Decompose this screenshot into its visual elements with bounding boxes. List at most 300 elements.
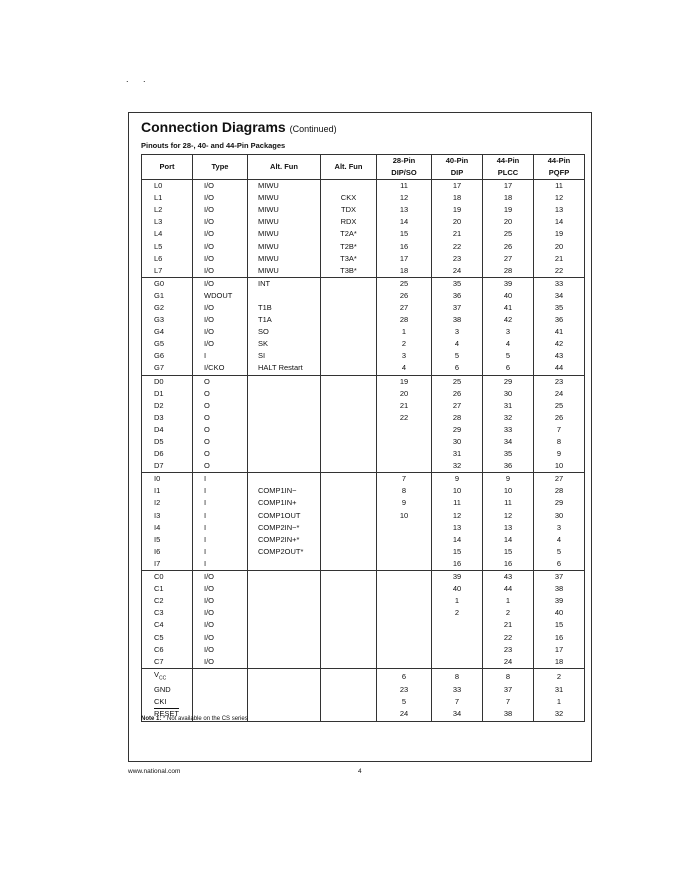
cell-44pin-pqfp: 18	[534, 656, 585, 669]
cell-28pin: 16	[377, 240, 432, 252]
cell-44pin-plcc: 43	[483, 571, 534, 584]
cell-40pin: 40	[432, 583, 483, 595]
cell-alt-fun-1: MIWU	[248, 253, 321, 265]
cell-alt-fun-1: HALT Restart	[248, 362, 321, 375]
cell-alt-fun-2	[321, 326, 377, 338]
cell-28pin: 22	[377, 412, 432, 424]
cell-port: L4	[142, 228, 193, 240]
cell-alt-fun-2	[321, 424, 377, 436]
cell-type: I	[193, 558, 248, 571]
cell-44pin-plcc: 17	[483, 180, 534, 193]
table-row	[142, 180, 585, 193]
cell-type: I/O	[193, 216, 248, 228]
page-title	[141, 119, 337, 135]
cell-44pin-plcc: 12	[483, 510, 534, 522]
cell-type: I	[193, 497, 248, 509]
cell-28pin: 3	[377, 350, 432, 362]
cell-28pin	[377, 644, 432, 656]
cell-alt-fun-2: T3A*	[321, 253, 377, 265]
cell-alt-fun-1: MIWU	[248, 228, 321, 240]
table-row	[142, 265, 585, 278]
table-row	[142, 240, 585, 252]
cell-port: G3	[142, 314, 193, 326]
cell-alt-fun-1: COMP1OUT	[248, 510, 321, 522]
cell-44pin-pqfp: 17	[534, 644, 585, 656]
cell-type: I/O	[193, 228, 248, 240]
cell-alt-fun-2	[321, 668, 377, 684]
cell-40pin: 25	[432, 375, 483, 388]
cell-alt-fun-2	[321, 412, 377, 424]
pinout-table	[141, 154, 585, 722]
cell-28pin	[377, 558, 432, 571]
cell-port: C5	[142, 631, 193, 643]
cell-port: G5	[142, 338, 193, 350]
table-row	[142, 485, 585, 497]
cell-28pin	[377, 571, 432, 584]
cell-28pin	[377, 595, 432, 607]
cell-alt-fun-1	[248, 388, 321, 400]
cell-alt-fun-2	[321, 460, 377, 473]
cell-44pin-pqfp: 7	[534, 424, 585, 436]
cell-alt-fun-2	[321, 644, 377, 656]
cell-alt-fun-1	[248, 558, 321, 571]
cell-44pin-plcc: 35	[483, 448, 534, 460]
cell-44pin-plcc: 2	[483, 607, 534, 619]
cell-40pin: 4	[432, 338, 483, 350]
cell-44pin-plcc: 6	[483, 362, 534, 375]
table-row	[142, 216, 585, 228]
cell-type: I	[193, 546, 248, 558]
cell-44pin-pqfp: 22	[534, 265, 585, 278]
cell-type: O	[193, 448, 248, 460]
cell-40pin: 17	[432, 180, 483, 193]
cell-port: I1	[142, 485, 193, 497]
cell-44pin-plcc: 24	[483, 656, 534, 669]
cell-28pin: 8	[377, 485, 432, 497]
cell-44pin-pqfp: 13	[534, 204, 585, 216]
cell-44pin-pqfp: 27	[534, 473, 585, 486]
cell-port: G4	[142, 326, 193, 338]
cell-type: O	[193, 412, 248, 424]
cell-40pin: 24	[432, 265, 483, 278]
table-row	[142, 326, 585, 338]
cell-40pin: 9	[432, 473, 483, 486]
cell-44pin-plcc: 41	[483, 302, 534, 314]
cell-alt-fun-1: COMP2OUT*	[248, 546, 321, 558]
cell-alt-fun-2	[321, 362, 377, 375]
cell-44pin-pqfp: 4	[534, 534, 585, 546]
table-row	[142, 350, 585, 362]
cell-alt-fun-1: COMP1IN+	[248, 497, 321, 509]
cell-44pin-plcc: 38	[483, 708, 534, 721]
cell-44pin-plcc: 7	[483, 696, 534, 708]
cell-40pin: 16	[432, 558, 483, 571]
cell-40pin: 38	[432, 314, 483, 326]
cell-port: I5	[142, 534, 193, 546]
cell-44pin-plcc: 32	[483, 412, 534, 424]
cell-type: I	[193, 485, 248, 497]
cell-40pin: 19	[432, 204, 483, 216]
cell-44pin-pqfp: 42	[534, 338, 585, 350]
cell-type: O	[193, 400, 248, 412]
table-row	[142, 522, 585, 534]
cell-alt-fun-2	[321, 522, 377, 534]
cell-port: L6	[142, 253, 193, 265]
cell-44pin-plcc: 22	[483, 631, 534, 643]
cell-alt-fun-1	[248, 290, 321, 302]
cell-port: G2	[142, 302, 193, 314]
cell-port: G1	[142, 290, 193, 302]
cell-type: I/O	[193, 656, 248, 669]
cell-44pin-plcc: 30	[483, 388, 534, 400]
table-row	[142, 424, 585, 436]
cell-alt-fun-2	[321, 631, 377, 643]
cell-alt-fun-1	[248, 708, 321, 721]
cell-44pin-plcc: 3	[483, 326, 534, 338]
cell-28pin	[377, 631, 432, 643]
cell-44pin-pqfp: 6	[534, 558, 585, 571]
cell-28pin	[377, 607, 432, 619]
cell-port: D0	[142, 375, 193, 388]
cell-28pin: 9	[377, 497, 432, 509]
cell-28pin: 24	[377, 708, 432, 721]
cell-44pin-plcc: 26	[483, 240, 534, 252]
cell-40pin: 21	[432, 228, 483, 240]
connection-diagrams-panel	[128, 112, 592, 762]
table-row	[142, 436, 585, 448]
cell-44pin-pqfp: 37	[534, 571, 585, 584]
cell-44pin-plcc: 13	[483, 522, 534, 534]
cell-44pin-plcc: 28	[483, 265, 534, 278]
cell-44pin-plcc: 14	[483, 534, 534, 546]
cell-port: L5	[142, 240, 193, 252]
cell-40pin	[432, 644, 483, 656]
cell-alt-fun-2	[321, 619, 377, 631]
cell-alt-fun-2: TDX	[321, 204, 377, 216]
cell-port: L1	[142, 192, 193, 204]
cell-alt-fun-2	[321, 400, 377, 412]
cell-type: I	[193, 510, 248, 522]
cell-44pin-pqfp: 26	[534, 412, 585, 424]
cell-40pin: 35	[432, 277, 483, 290]
cell-type: I	[193, 473, 248, 486]
cell-type: I/O	[193, 277, 248, 290]
cell-44pin-plcc: 9	[483, 473, 534, 486]
cell-alt-fun-1: MIWU	[248, 240, 321, 252]
table-row	[142, 546, 585, 558]
title-text: Connection Diagrams	[141, 119, 286, 135]
table-row	[142, 338, 585, 350]
cell-40pin: 2	[432, 607, 483, 619]
cell-alt-fun-2: T2B*	[321, 240, 377, 252]
cell-type: I/O	[193, 326, 248, 338]
cell-alt-fun-2	[321, 696, 377, 708]
cell-port: C7	[142, 656, 193, 669]
cell-type	[193, 668, 248, 684]
cell-40pin: 12	[432, 510, 483, 522]
table-row	[142, 696, 585, 708]
cell-port: L2	[142, 204, 193, 216]
footer-url: www.national.com	[128, 768, 181, 775]
cell-40pin: 39	[432, 571, 483, 584]
cell-alt-fun-2	[321, 375, 377, 388]
cell-alt-fun-1	[248, 595, 321, 607]
cell-port: D4	[142, 424, 193, 436]
table-row	[142, 362, 585, 375]
cell-alt-fun-2	[321, 595, 377, 607]
cell-alt-fun-2	[321, 571, 377, 584]
table-row	[142, 684, 585, 696]
cell-port: D7	[142, 460, 193, 473]
cell-40pin	[432, 619, 483, 631]
cell-28pin	[377, 460, 432, 473]
table-row	[142, 302, 585, 314]
table-row	[142, 583, 585, 595]
cell-44pin-pqfp: 10	[534, 460, 585, 473]
cell-alt-fun-2	[321, 607, 377, 619]
cell-type: I/O	[193, 180, 248, 193]
cell-44pin-plcc: 18	[483, 192, 534, 204]
cell-port: L7	[142, 265, 193, 278]
cell-alt-fun-1	[248, 656, 321, 669]
cell-44pin-plcc: 15	[483, 546, 534, 558]
cell-port: I2	[142, 497, 193, 509]
cell-alt-fun-1: MIWU	[248, 216, 321, 228]
cell-type: I/O	[193, 583, 248, 595]
cell-port: D5	[142, 436, 193, 448]
cell-44pin-pqfp: 40	[534, 607, 585, 619]
cell-44pin-plcc: 39	[483, 277, 534, 290]
cell-alt-fun-1	[248, 448, 321, 460]
col-28pin: 28-Pin DIP/SO	[377, 155, 432, 180]
cell-28pin	[377, 583, 432, 595]
cell-28pin: 2	[377, 338, 432, 350]
cell-type: I	[193, 350, 248, 362]
cell-alt-fun-1	[248, 424, 321, 436]
cell-alt-fun-2	[321, 485, 377, 497]
cell-44pin-plcc: 21	[483, 619, 534, 631]
table-row	[142, 656, 585, 669]
cell-28pin: 26	[377, 290, 432, 302]
table-row	[142, 204, 585, 216]
cell-40pin: 18	[432, 192, 483, 204]
cell-alt-fun-1: T1B	[248, 302, 321, 314]
cell-alt-fun-2	[321, 338, 377, 350]
table-row	[142, 460, 585, 473]
pinout-table-header	[142, 155, 585, 180]
cell-alt-fun-2	[321, 350, 377, 362]
cell-port: D2	[142, 400, 193, 412]
table-subtitle: Pinouts for 28-, 40- and 44-Pin Packages	[141, 141, 286, 150]
cell-28pin	[377, 424, 432, 436]
cell-alt-fun-2	[321, 314, 377, 326]
cell-40pin: 7	[432, 696, 483, 708]
cell-44pin-pqfp: 35	[534, 302, 585, 314]
table-row	[142, 534, 585, 546]
cell-port: D3	[142, 412, 193, 424]
table-row	[142, 473, 585, 486]
cell-type: WDOUT	[193, 290, 248, 302]
col-44pin-pqfp: 44-Pin PQFP	[534, 155, 585, 180]
cell-44pin-pqfp: 1	[534, 696, 585, 708]
cell-28pin: 4	[377, 362, 432, 375]
cell-40pin: 29	[432, 424, 483, 436]
cell-port: C1	[142, 583, 193, 595]
cell-alt-fun-1	[248, 412, 321, 424]
cell-44pin-plcc: 27	[483, 253, 534, 265]
cell-alt-fun-1: SK	[248, 338, 321, 350]
cell-port: C6	[142, 644, 193, 656]
table-row	[142, 192, 585, 204]
cell-port: CKI	[142, 696, 193, 708]
cell-44pin-plcc: 11	[483, 497, 534, 509]
table-row	[142, 388, 585, 400]
cell-44pin-plcc: 37	[483, 684, 534, 696]
cell-44pin-plcc: 8	[483, 668, 534, 684]
cell-port: L0	[142, 180, 193, 193]
table-row	[142, 571, 585, 584]
cell-alt-fun-2	[321, 302, 377, 314]
cell-type: I/O	[193, 338, 248, 350]
cell-alt-fun-2: T2A*	[321, 228, 377, 240]
cell-44pin-pqfp: 32	[534, 708, 585, 721]
cell-alt-fun-1	[248, 631, 321, 643]
col-port: Port	[142, 155, 193, 180]
title-suffix: (Continued)	[289, 124, 337, 134]
cell-alt-fun-2	[321, 448, 377, 460]
cell-44pin-pqfp: 43	[534, 350, 585, 362]
cell-28pin: 5	[377, 696, 432, 708]
cell-44pin-pqfp: 25	[534, 400, 585, 412]
cell-40pin: 33	[432, 684, 483, 696]
cell-44pin-pqfp: 21	[534, 253, 585, 265]
cell-28pin	[377, 436, 432, 448]
cell-port: I0	[142, 473, 193, 486]
table-row	[142, 290, 585, 302]
table-row	[142, 412, 585, 424]
cell-40pin: 26	[432, 388, 483, 400]
cell-alt-fun-1: MIWU	[248, 180, 321, 193]
cell-44pin-plcc: 25	[483, 228, 534, 240]
cell-type: I/O	[193, 619, 248, 631]
table-row	[142, 497, 585, 509]
cell-alt-fun-1: SO	[248, 326, 321, 338]
cell-alt-fun-2	[321, 656, 377, 669]
cell-alt-fun-1	[248, 668, 321, 684]
cell-type: I/O	[193, 644, 248, 656]
cell-44pin-pqfp: 5	[534, 546, 585, 558]
table-row	[142, 595, 585, 607]
cell-type: O	[193, 436, 248, 448]
cell-type: I/O	[193, 240, 248, 252]
cell-28pin: 11	[377, 180, 432, 193]
note-text: * Not available on the CS series	[163, 716, 248, 722]
cell-alt-fun-2: RDX	[321, 216, 377, 228]
cell-28pin	[377, 448, 432, 460]
cell-type: I/O	[193, 192, 248, 204]
cell-44pin-plcc: 40	[483, 290, 534, 302]
cell-type	[193, 696, 248, 708]
cell-44pin-plcc: 4	[483, 338, 534, 350]
cell-type: I/CKO	[193, 362, 248, 375]
cell-alt-fun-1	[248, 436, 321, 448]
cell-40pin: 15	[432, 546, 483, 558]
cell-type: I/O	[193, 204, 248, 216]
cell-44pin-pqfp: 44	[534, 362, 585, 375]
cell-44pin-pqfp: 30	[534, 510, 585, 522]
cell-44pin-plcc: 20	[483, 216, 534, 228]
cell-40pin: 27	[432, 400, 483, 412]
cell-alt-fun-2	[321, 534, 377, 546]
cell-28pin: 13	[377, 204, 432, 216]
cell-port: I6	[142, 546, 193, 558]
cell-40pin: 11	[432, 497, 483, 509]
cell-28pin	[377, 656, 432, 669]
cell-alt-fun-1: T1A	[248, 314, 321, 326]
cell-alt-fun-2	[321, 277, 377, 290]
table-row	[142, 375, 585, 388]
cell-type: O	[193, 424, 248, 436]
cell-28pin: 19	[377, 375, 432, 388]
cell-port: C4	[142, 619, 193, 631]
cell-44pin-pqfp: 19	[534, 228, 585, 240]
cell-alt-fun-1	[248, 644, 321, 656]
page-number: 4	[358, 768, 362, 775]
cell-alt-fun-2	[321, 546, 377, 558]
table-row	[142, 400, 585, 412]
cell-28pin: 12	[377, 192, 432, 204]
cell-28pin: 6	[377, 668, 432, 684]
cell-alt-fun-2	[321, 388, 377, 400]
cell-28pin: 18	[377, 265, 432, 278]
cell-alt-fun-1: COMP2IN−*	[248, 522, 321, 534]
cell-type: I/O	[193, 314, 248, 326]
cell-alt-fun-2: CKX	[321, 192, 377, 204]
cell-44pin-pqfp: 20	[534, 240, 585, 252]
cell-44pin-pqfp: 31	[534, 684, 585, 696]
cell-28pin: 10	[377, 510, 432, 522]
cell-40pin: 3	[432, 326, 483, 338]
cell-alt-fun-1	[248, 460, 321, 473]
cell-44pin-pqfp: 16	[534, 631, 585, 643]
cell-type: I	[193, 522, 248, 534]
cell-44pin-pqfp: 23	[534, 375, 585, 388]
cell-alt-fun-1: INT	[248, 277, 321, 290]
cell-44pin-pqfp: 2	[534, 668, 585, 684]
cell-28pin: 17	[377, 253, 432, 265]
cell-alt-fun-1: COMP1IN−	[248, 485, 321, 497]
cell-44pin-pqfp: 24	[534, 388, 585, 400]
cell-alt-fun-1	[248, 619, 321, 631]
cell-type: I/O	[193, 253, 248, 265]
table-row	[142, 314, 585, 326]
cell-alt-fun-2	[321, 497, 377, 509]
cell-28pin: 21	[377, 400, 432, 412]
cell-port: C0	[142, 571, 193, 584]
table-row	[142, 607, 585, 619]
table-row	[142, 448, 585, 460]
cell-44pin-pqfp: 29	[534, 497, 585, 509]
cell-alt-fun-1	[248, 473, 321, 486]
table-row	[142, 631, 585, 643]
table-row	[142, 228, 585, 240]
cell-alt-fun-1: MIWU	[248, 265, 321, 278]
cell-28pin: 28	[377, 314, 432, 326]
cell-44pin-plcc: 31	[483, 400, 534, 412]
cell-alt-fun-2	[321, 558, 377, 571]
cell-port: G7	[142, 362, 193, 375]
cell-44pin-pqfp: 3	[534, 522, 585, 534]
